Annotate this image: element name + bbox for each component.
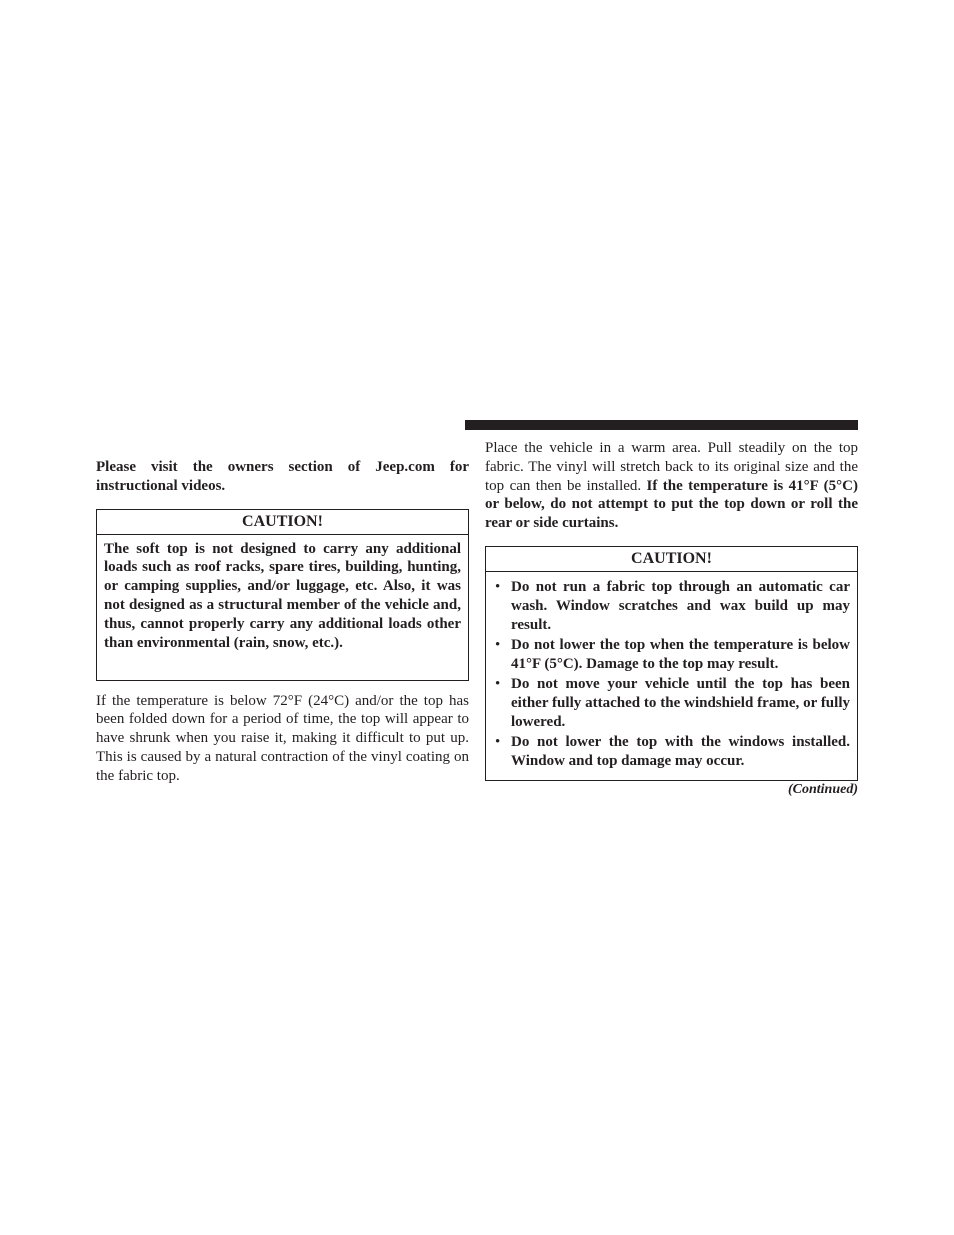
- right-column: [485, 439, 858, 800]
- caution-heading: CAUTION!: [97, 510, 468, 535]
- bullet-icon: •: [495, 733, 501, 750]
- bullet-icon: •: [495, 578, 501, 595]
- caution-list-item: [486, 733, 850, 771]
- caution-list-item: [486, 636, 850, 674]
- caution-item-text: Do not run a fabric top through an automatic car wash. Window scratches and wax build up may result.: [511, 578, 850, 633]
- caution-list-item: [486, 578, 850, 634]
- bullet-icon: •: [495, 636, 501, 653]
- instructional-videos-note: Please visit the owners section of Jeep.com for instructional videos.: [96, 459, 469, 494]
- caution-item-text: Do not move your vehicle until the top has been either fully attached to the windshield frame, or fully lowered.: [511, 675, 850, 730]
- caution-item-text: Do not lower the top when the temperature is below 41°F (5°C). Damage to the top may result.: [511, 636, 850, 672]
- caution-heading: CAUTION!: [486, 547, 857, 572]
- warm-area-warning-text: If the temperature is 41°F (5°C) or below, do not attempt to put the top down or roll the rear or side curtains.: [485, 477, 858, 532]
- caution-body-text: The soft top is not designed to carry any additional loads such as roof racks, spare tires, building, hunting, or camping supplies, and/or luggage, etc. Also, it was not designed as a structural member of the vehicle and, thus, cannot properly carry any additional loads other than environmental (rain, snow, etc.).: [104, 540, 461, 651]
- section-header-bar: [465, 420, 858, 430]
- caution-item-text: Do not lower the top with the windows installed. Window and top damage may occur.: [511, 733, 850, 769]
- caution-box-soft-top-loads: [96, 509, 469, 681]
- temperature-shrink-paragraph: If the temperature is below 72°F (24°C) and/or the top has been folded down for a period of time, the top will appear to have shrunk when you raise it, making it difficult to put up. This is caused by a natural contraction of the vinyl coating on the fabric top.: [96, 692, 469, 784]
- caution-bullet-list: [486, 572, 857, 778]
- bullet-icon: •: [495, 675, 501, 692]
- left-column: [96, 458, 469, 786]
- warm-area-plain-text: Place the vehicle in a warm area. Pull steadily on the top fabric. The vinyl will stretch back to its original size and the top can then be installed.: [485, 440, 858, 494]
- continued-marker: (Continued): [787, 781, 858, 797]
- caution-list-item: [486, 675, 850, 731]
- caution-box-top-operation: [485, 546, 858, 781]
- warm-area-paragraph: [485, 439, 858, 533]
